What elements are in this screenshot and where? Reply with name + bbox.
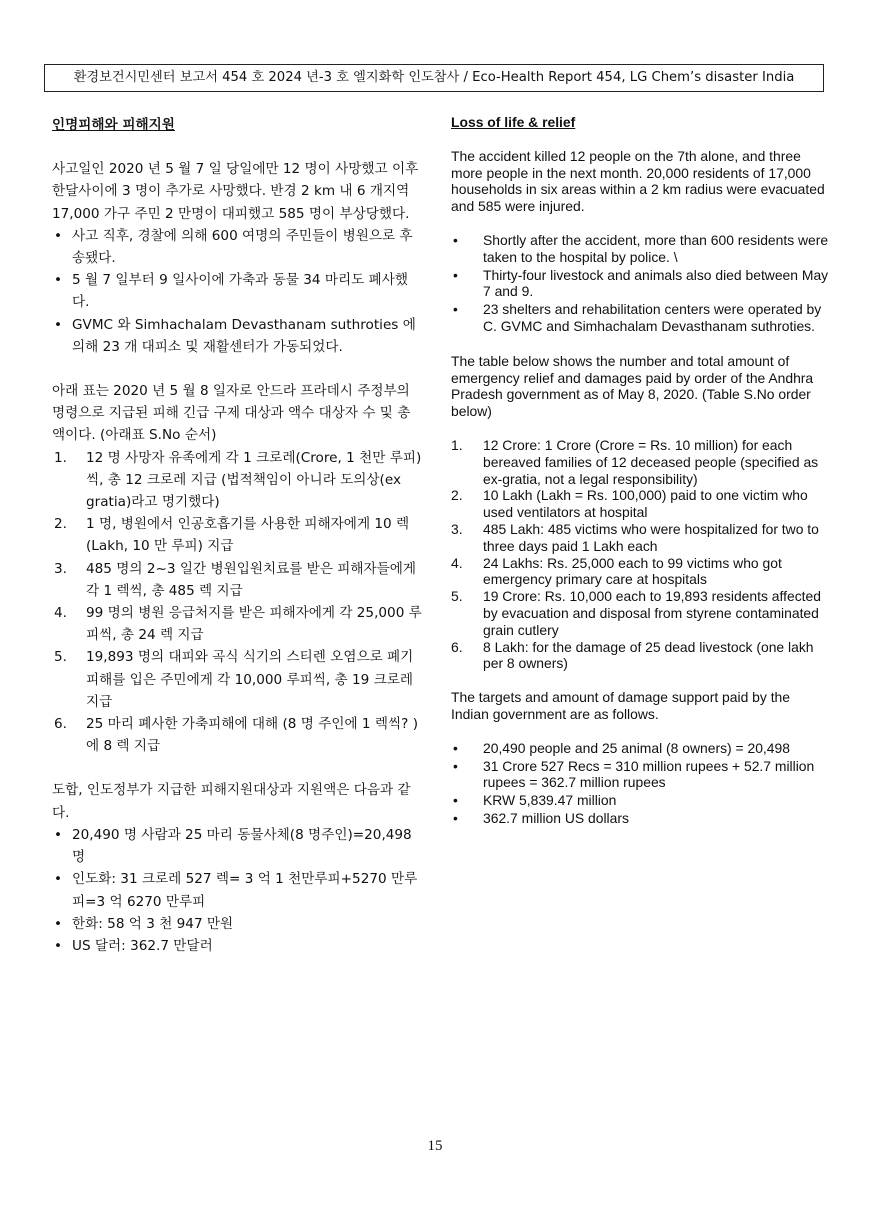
english-summary-list: [451, 740, 831, 827]
report-header: 환경보건시민센터 보고서 454 호 2024 년-3 호 엘지화학 인도참사 / Eco-Health Report 454, LG Chem’s disaster India: [44, 64, 824, 92]
list-item: • GVMC 와 Simhachalam Devasthanam suthroties 에 의해 23 개 대피소 및 재활센터가 가동되었다.: [52, 314, 422, 358]
item-text: 8 Lakh: for the damage of 25 dead livestock (one lakh per 8 owners): [483, 638, 814, 672]
list-item: [52, 713, 422, 757]
list-item: • 사고 직후, 경찰에 의해 600 여명의 주민들이 병원으로 후송됐다.: [52, 225, 422, 269]
item-number: 3.: [451, 520, 463, 537]
item-text: 25 마리 폐사한 가축피해에 대해 (8 명 주인에 1 렉씩? )에 8 렉 지급: [86, 716, 418, 755]
list-item: [52, 646, 422, 713]
list-item: [451, 521, 831, 555]
korean-summary-intro: 도합, 인도정부가 지급한 피해지원대상과 지원액은 다음과 같다.: [52, 782, 411, 821]
english-intro: The accident killed 12 people on the 7th alone, and three more people in the next month. 20,000 residents of 17,000 households in six areas within a 2 km radius were evacuated and 585 were injured.: [451, 147, 825, 215]
item-number: 2.: [54, 516, 67, 533]
list-item: • 5 월 7 일부터 9 일사이에 가축과 동물 34 마리도 폐사했다.: [52, 269, 422, 313]
korean-column: [52, 114, 422, 957]
item-number: 4.: [54, 605, 67, 622]
korean-table-intro: 아래 표는 2020 년 5 월 8 일자로 안드라 프라데시 주정부의 명령으로 지급된 피해 긴급 구제 대상과 액수 대상자 수 및 총액이다. (아래표 S.No 순서): [52, 383, 411, 444]
item-text: 485 명의 2~3 일간 병원입원치료를 받은 피해자들에게 각 1 렉씩, 총 485 렉 지급: [86, 560, 417, 599]
english-heading: Loss of life & relief: [451, 114, 576, 130]
list-item: • KRW 5,839.47 million: [451, 792, 831, 809]
list-item: • 31 Crore 527 Recs = 310 million rupees + 52.7 million rupees = 362.7 million rupees: [451, 758, 831, 792]
list-item: [451, 555, 831, 589]
english-column: [451, 114, 831, 828]
list-item: [52, 447, 422, 514]
item-text: 10 Lakh (Lakh = Rs. 100,000) paid to one victim who used ventilators at hospital: [483, 487, 808, 521]
item-text: 19 Crore: Rs. 10,000 each to 19,893 residents affected by evacuation and disposal from styrene contaminated grain cutlery: [483, 588, 821, 638]
english-numbered-list: [451, 437, 831, 672]
list-item: [451, 437, 831, 487]
korean-bullet-list: [52, 225, 422, 358]
english-bullet-list: [451, 232, 831, 335]
list-item: [451, 639, 831, 673]
item-number: 6.: [451, 638, 463, 655]
list-item: • Shortly after the accident, more than 600 residents were taken to the hospital by police. \: [451, 232, 831, 266]
item-number: 5.: [451, 588, 463, 605]
english-table-intro: The table below shows the number and total amount of emergency relief and damages paid by order of the Andhra Pradesh government as of May 8, 2020. (Table S.No order below): [451, 352, 814, 420]
item-number: 4.: [451, 554, 463, 571]
list-item: • 20,490 명 사람과 25 마리 동물사체(8 명주인)=20,498 명: [52, 824, 422, 868]
page-number: 15: [427, 1138, 443, 1154]
list-item: • 20,490 people and 25 animal (8 owners) = 20,498: [451, 740, 831, 757]
item-number: 5.: [54, 649, 67, 666]
item-text: 19,893 명의 대피와 곡식 식기의 스티렌 오염으로 폐기 피해를 입은 주민에게 각 10,000 루피씩, 총 19 크로레 지급: [86, 649, 414, 710]
item-number: 1.: [451, 436, 463, 453]
list-item: [52, 558, 422, 602]
list-item: • 한화: 58 억 3 천 947 만원: [52, 913, 422, 935]
item-number: 6.: [54, 716, 67, 733]
list-item: • US 달러: 362.7 만달러: [52, 935, 422, 957]
item-number: 1.: [54, 449, 67, 466]
list-item: [451, 487, 831, 521]
item-number: 3.: [54, 560, 67, 577]
item-text: 12 명 사망자 유족에게 각 1 크로레(Crore, 1 천만 루피)씩, 총 12 크로레 지급 (법적책임이 아니라 도의상(ex gratia)라고 명기했다): [86, 449, 422, 511]
item-text: 12 Crore: 1 Crore (Crore = Rs. 10 million) for each bereaved families of 12 deceased people (specified as ex-gratia, not a legal responsibility): [483, 436, 819, 487]
korean-numbered-list: [52, 447, 422, 758]
item-number: 2.: [451, 487, 463, 504]
list-item: • 23 shelters and rehabilitation centers were operated by C. GVMC and Simhachalam Devasthanam suthroties.: [451, 301, 831, 335]
item-text: 1 명, 병원에서 인공호흡기를 사용한 피해자에게 10 렉(Lakh, 10 만 루피) 지급: [86, 516, 410, 555]
korean-intro: 사고일인 2020 년 5 월 7 일 당일에만 12 명이 사망했고 이후 한달사이에 3 명이 추가로 사망했다. 반경 2 km 내 6 개지역 17,000 가구 주민 2 만명이 대피했고 585 명이 부상당했다.: [52, 161, 419, 222]
list-item: • Thirty-four livestock and animals also died between May 7 and 9.: [451, 267, 831, 301]
item-text: 485 Lakh: 485 victims who were hospitalized for two to three days paid 1 Lakh each: [483, 520, 819, 554]
item-text: 24 Lakhs: Rs. 25,000 each to 99 victims who got emergency primary care at hospitals: [483, 554, 782, 588]
list-item: • 362.7 million US dollars: [451, 810, 831, 827]
korean-summary-list: [52, 824, 422, 957]
list-item: [52, 513, 422, 557]
list-item: • 인도화: 31 크로레 527 렉= 3 억 1 천만루피+5270 만루피=3 억 6270 만루피: [52, 868, 422, 912]
list-item: [451, 588, 831, 638]
list-item: [52, 602, 422, 646]
item-text: 99 명의 병원 응급처지를 받은 피해자에게 각 25,000 루피씩, 총 24 렉 지급: [86, 605, 422, 644]
english-summary-intro: The targets and amount of damage support paid by the Indian government are as follows.: [451, 689, 790, 722]
korean-heading: 인명피해와 피해지원: [52, 117, 175, 133]
